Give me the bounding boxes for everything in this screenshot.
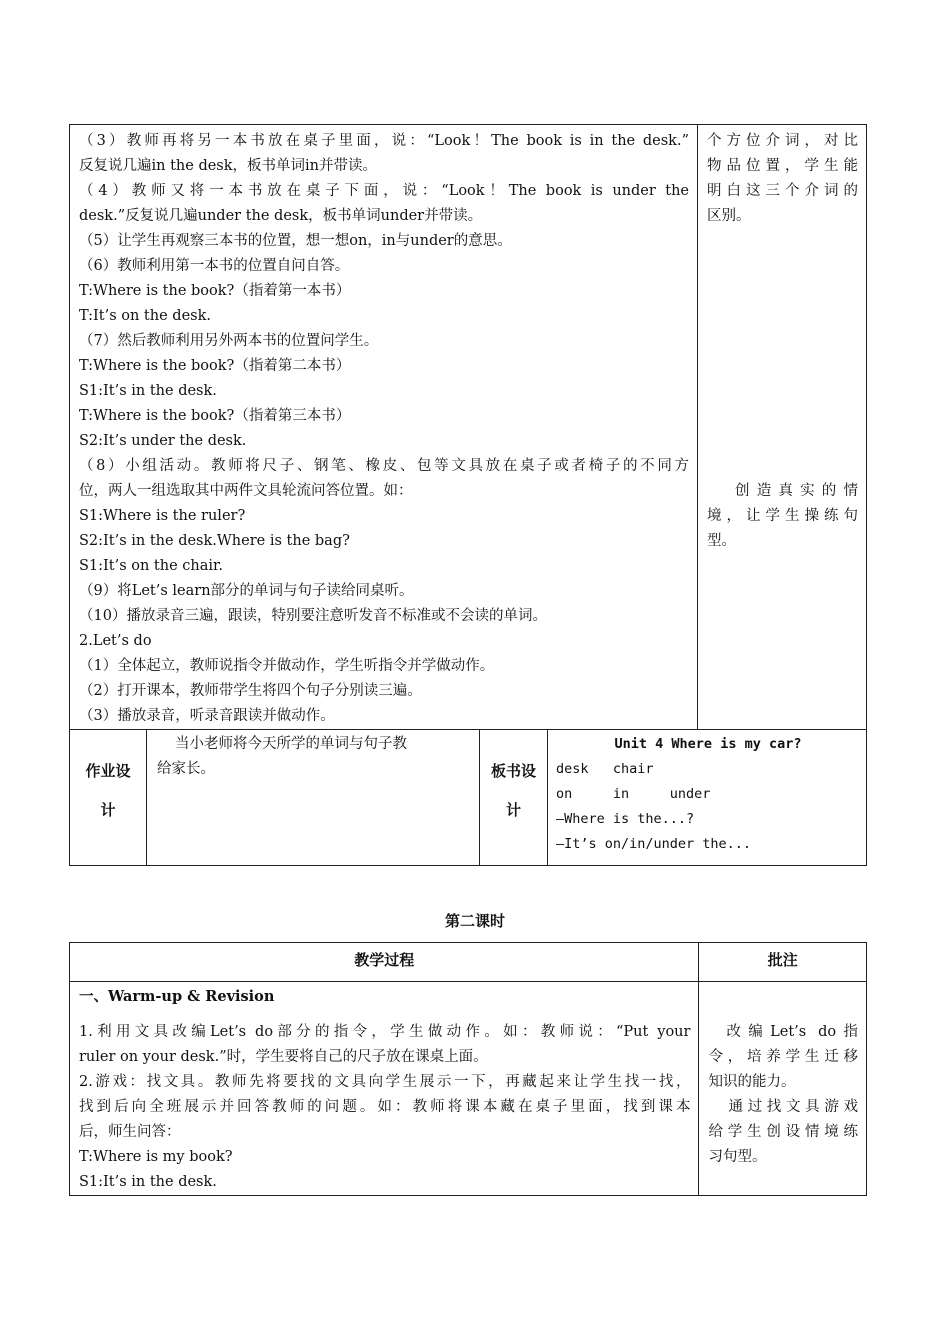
process-line: S1:Where is the ruler? <box>79 508 246 524</box>
process-line: （10）播放录音三遍，跟读，特别要注意听发音不标准或不会读的单词。 <box>79 608 547 624</box>
process-header: 教学过程 <box>354 951 415 969</box>
board-label: 计 <box>505 801 521 819</box>
process-line: 1.利用文具改编Let’s do部分的指令，学生做动作。如：教师说：“Put your <box>79 1024 691 1040</box>
homework-line: 当小老师将今天所学的单词与句子教 <box>175 736 407 752</box>
note-line: 令，培养学生迁移 <box>708 1049 858 1065</box>
process-cell <box>70 982 699 1196</box>
process-line: T:It’s on the desk. <box>79 308 211 324</box>
process-line: S2:It’s under the desk. <box>79 433 247 449</box>
board-line: —It’s on/in/under the... <box>556 836 752 852</box>
process-line: desk.”反复说几遍under the desk，板书单词under并带读。 <box>79 208 483 224</box>
process-line: （9）将Let’s learn部分的单词与句子读给同桌听。 <box>79 583 414 599</box>
board-line: desk chair <box>556 761 654 777</box>
section-title: 一、Warm-up & Revision <box>79 988 275 1005</box>
lesson2-heading: 第二课时 <box>444 912 505 930</box>
homework-label: 作业设 <box>85 762 131 780</box>
board-line: on in under <box>556 786 711 802</box>
note-line: 区别。 <box>707 208 751 224</box>
homework-label-cell <box>70 730 147 866</box>
homework-content-cell <box>147 730 480 866</box>
board-label: 板书设 <box>490 762 536 780</box>
process-line: S1:It’s on the chair. <box>79 558 223 574</box>
process-line: 后，师生问答： <box>79 1124 181 1140</box>
process-header-cell <box>70 943 699 982</box>
notes-header-cell <box>699 943 867 982</box>
note-line: 个方位介词，对比 <box>707 133 858 149</box>
board-label-cell <box>480 730 548 866</box>
process-line: S2:It’s in the desk.Where is the bag? <box>79 533 350 549</box>
note-line: 境，让学生操练句 <box>707 508 858 524</box>
process-line: （6）教师利用第一本书的位置自问自答。 <box>79 258 350 274</box>
process-line: 找到后向全班展示并回答教师的问题。如：教师将课本藏在桌子里面，找到课本 <box>79 1099 691 1115</box>
homework-line: 给家长。 <box>157 761 215 777</box>
lesson2-table <box>69 942 867 1196</box>
board-line: —Where is the...? <box>556 811 695 827</box>
notes-cell <box>698 125 867 730</box>
process-line: T:Where is the book?（指着第二本书） <box>79 358 351 374</box>
process-line: 位，两人一组选取其中两件文具轮流问答位置。如： <box>79 483 413 499</box>
note-line: 物品位置，学生能 <box>707 158 858 174</box>
note-line: 型。 <box>707 533 736 549</box>
lesson1-table <box>69 124 867 866</box>
note-line: 明白这三个介词的 <box>707 183 858 199</box>
process-line: （1）全体起立，教师说指令并做动作，学生听指令并学做动作。 <box>79 658 495 674</box>
note-line: 习句型。 <box>708 1149 767 1165</box>
process-cell <box>70 125 698 730</box>
notes-header: 批注 <box>767 951 798 969</box>
note-line: 改编Let’s do指 <box>726 1024 858 1040</box>
process-line: ruler on your desk.”时，学生要将自己的尺子放在课桌上面。 <box>79 1049 488 1065</box>
note-line: 知识的能力。 <box>708 1074 796 1090</box>
process-line: （5）让学生再观察三本书的位置，想一想on，in与under的意思。 <box>79 233 512 249</box>
board-content-cell <box>548 730 867 866</box>
process-line: （8）小组活动。教师将尺子、钢笔、橡皮、包等文具放在桌子或者椅子的不同方 <box>79 458 689 474</box>
board-title: Unit 4 Where is my car? <box>614 736 802 752</box>
homework-label: 计 <box>100 801 116 819</box>
process-line: （2）打开课本，教师带学生将四个句子分别读三遍。 <box>79 683 422 699</box>
process-line: T:Where is the book?（指着第三本书） <box>79 408 351 424</box>
process-line: （4）教师又将一本书放在桌子下面，说：“Look！The book is under the <box>79 183 689 199</box>
note-line: 创造真实的情 <box>735 483 858 499</box>
process-line: S1:It’s in the desk. <box>79 1174 217 1190</box>
process-line: T:Where is the book?（指着第一本书） <box>79 283 351 299</box>
notes-cell <box>699 982 867 1196</box>
process-line: T:Where is my book? <box>79 1149 233 1165</box>
process-line: 2.游戏：找文具。教师先将要找的文具向学生展示一下，再藏起来让学生找一找， <box>79 1074 691 1090</box>
note-line: 通过找文具游戏 <box>728 1099 858 1115</box>
process-line: 反复说几遍in the desk，板书单词in并带读。 <box>79 158 378 174</box>
process-line: S1:It’s in the desk. <box>79 383 217 399</box>
process-line: （7）然后教师利用另外两本书的位置问学生。 <box>79 333 379 349</box>
process-line: （3）播放录音，听录音跟读并做动作。 <box>79 708 335 724</box>
process-line: 2.Let’s do <box>79 633 152 649</box>
process-line: （3）教师再将另一本书放在桌子里面，说：“Look！The book is in the desk.” <box>79 133 689 149</box>
note-line: 给学生创设情境练 <box>708 1124 858 1140</box>
